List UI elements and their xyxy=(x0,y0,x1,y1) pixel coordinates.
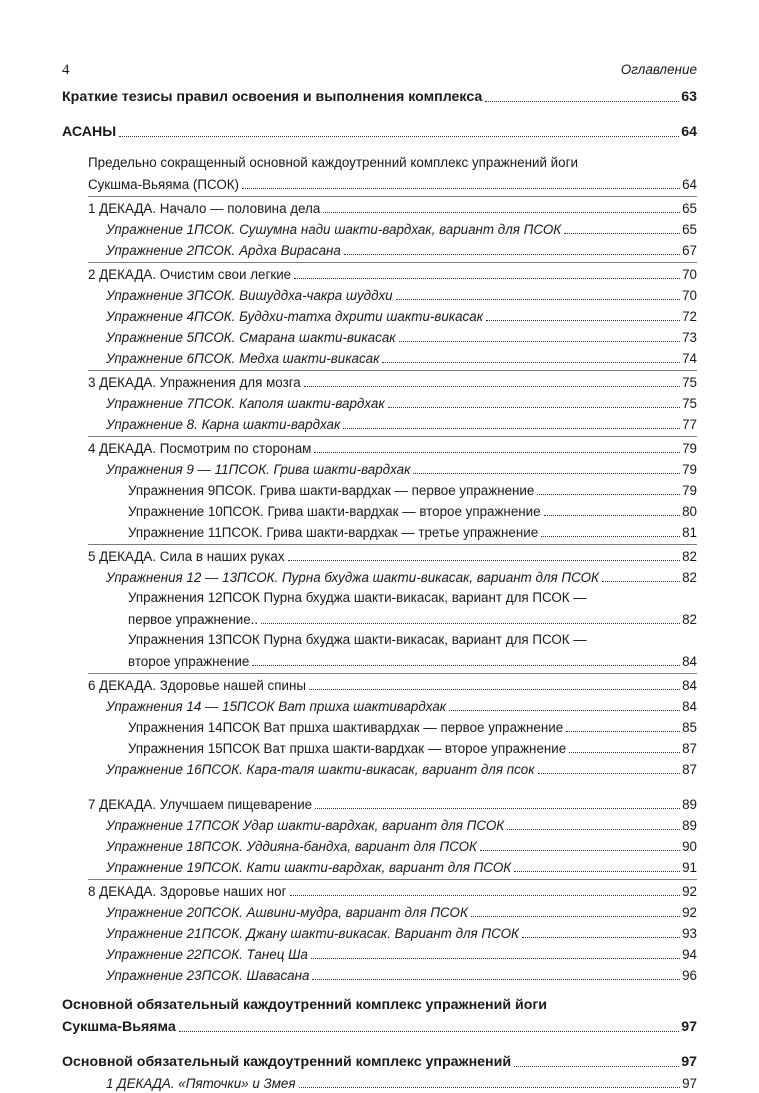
toc-entry[interactable]: Упражнение 7ПСОК. Каполя шакти-вардхак 75 xyxy=(106,396,697,411)
dot-leader xyxy=(514,871,680,872)
page-ref: 84 xyxy=(682,678,697,693)
page-ref: 75 xyxy=(682,375,697,390)
page-ref: 82 xyxy=(682,570,697,585)
dot-leader xyxy=(304,386,680,387)
page-ref: 89 xyxy=(682,818,697,833)
toc-entry[interactable]: 4 ДЕКАДА. Посмотрим по сторонам 79 xyxy=(88,441,697,456)
page-ref: 92 xyxy=(682,905,697,920)
toc-entry[interactable]: Упражнение 21ПСОК. Джану шакти-викасак. Вариант для ПСОК 93 xyxy=(106,926,697,941)
page-number: 4 xyxy=(62,62,70,78)
page-ref: 92 xyxy=(682,884,697,899)
toc-entry[interactable]: Упражнения 15ПСОК Ват пршха шакти-вардхак — второе упражнение 87 xyxy=(128,741,697,756)
dot-leader xyxy=(314,452,680,453)
page-ref: 91 xyxy=(682,860,697,875)
page-ref: 72 xyxy=(682,309,697,324)
dot-leader xyxy=(312,979,680,980)
page-ref: 79 xyxy=(682,483,697,498)
page-ref: 82 xyxy=(682,549,697,564)
page-ref: 70 xyxy=(682,288,697,303)
dot-leader xyxy=(311,958,680,959)
page-ref: 84 xyxy=(682,699,697,714)
page-ref: 64 xyxy=(681,124,697,140)
dot-leader xyxy=(507,829,680,830)
page-ref: 89 xyxy=(682,797,697,812)
page-ref: 84 xyxy=(682,654,697,669)
page-ref: 63 xyxy=(681,89,697,105)
toc-entry[interactable]: 8 ДЕКАДА. Здоровье наших ног 92 xyxy=(88,884,697,899)
dot-leader xyxy=(288,560,681,561)
dot-leader xyxy=(388,407,680,408)
page-ref: 87 xyxy=(682,741,697,756)
toc-entry[interactable]: Упражнение 22ПСОК. Танец Ша 94 xyxy=(106,947,697,962)
page-ref: 85 xyxy=(682,720,697,735)
toc-entry[interactable]: Упражнение 11ПСОК. Грива шакти-вардхак — третье упражнение 81 xyxy=(128,525,697,540)
toc-entry[interactable]: Упражнение 6ПСОК. Медха шакти-викасак 74 xyxy=(106,351,697,366)
page-ref: 80 xyxy=(682,504,697,519)
toc-entry[interactable]: АСАНЫ 64 xyxy=(62,124,697,140)
dot-leader xyxy=(252,665,680,666)
toc-entry[interactable]: Упражнения 12 — 13ПСОК. Пурна бхуджа шакти-викасак, вариант для ПСОК 82 xyxy=(106,570,697,585)
dot-leader xyxy=(449,710,680,711)
page-header xyxy=(62,62,697,82)
page-ref: 97 xyxy=(681,1019,697,1035)
toc-entry[interactable]: Упражнение 5ПСОК. Смарана шакти-викасак 73 xyxy=(106,330,697,345)
toc-entry[interactable]: Упражнения 9 — 11ПСОК. Грива шакти-вардхак 79 xyxy=(106,462,697,477)
dot-leader xyxy=(242,188,680,189)
page-ref: 74 xyxy=(682,351,697,366)
dot-leader xyxy=(541,536,680,537)
page-ref: 79 xyxy=(682,441,697,456)
toc-entry[interactable]: 2 ДЕКАДА. Очистим свои легкие 70 xyxy=(88,267,697,282)
dot-leader xyxy=(413,473,680,474)
page-ref: 70 xyxy=(682,267,697,282)
toc-entry[interactable]: Упражнения 14ПСОК Ват пршха шактивардхак — первое упражнение 85 xyxy=(128,720,697,735)
page-ref: 73 xyxy=(682,330,697,345)
toc-entry[interactable]: 6 ДЕКАДА. Здоровье нашей спины 84 xyxy=(88,678,697,693)
dot-leader xyxy=(119,136,679,137)
toc-entry[interactable]: Упражнения 9ПСОК. Грива шакти-вардхак — первое упражнение 79 xyxy=(128,483,697,498)
page-ref: 82 xyxy=(682,612,697,627)
toc-entry[interactable]: Упражнение 8. Карна шакти-вардхак 77 xyxy=(106,417,697,432)
page-ref: 97 xyxy=(681,1054,697,1070)
dot-leader xyxy=(485,101,679,102)
page-ref: 96 xyxy=(682,968,697,983)
toc-entry[interactable]: Основной обязательный каждоутренний комплекс упражнений 97 xyxy=(62,1054,697,1070)
page-ref: 77 xyxy=(682,417,697,432)
page-ref: 90 xyxy=(682,839,697,854)
toc-entry[interactable]: Краткие тезисы правил освоения и выполнения комплекса 63 xyxy=(62,89,697,105)
toc-entry[interactable]: Предельно сокращенный основной каждоутренний комплекс упражнений йоги Сукшма-Вьяяма (ПСОК) 64 xyxy=(88,155,697,192)
toc-entry[interactable]: Упражнение 3ПСОК. Вишуддха-чакра шуддхи 70 xyxy=(106,288,697,303)
dot-leader xyxy=(399,341,680,342)
toc-entry[interactable]: 5 ДЕКАДА. Сила в наших руках 82 xyxy=(88,549,697,564)
toc-entry[interactable]: Упражнение 19ПСОК. Кати шакти-вардхак, вариант для ПСОК 91 xyxy=(106,860,697,875)
toc-entry[interactable]: 1 ДЕКАДА. «Пяточки» и Змея 97 xyxy=(106,1076,697,1091)
toc-entry[interactable]: Упражнение 2ПСОК. Ардха Вирасана 67 xyxy=(106,243,697,258)
toc-entry[interactable]: Упражнение 18ПСОК. Уддияна-бандха, вариант для ПСОК 90 xyxy=(106,839,697,854)
toc-entry[interactable]: Упражнение 4ПСОК. Буддхи-татха дхрити шакти-викасак 72 xyxy=(106,309,697,324)
page-ref: 93 xyxy=(682,926,697,941)
page-ref: 65 xyxy=(682,201,697,216)
page-ref: 75 xyxy=(682,396,697,411)
dot-leader xyxy=(343,428,680,429)
dot-leader xyxy=(179,1031,680,1032)
dot-leader xyxy=(344,254,680,255)
page-ref: 65 xyxy=(682,222,697,237)
dot-leader xyxy=(564,233,680,234)
toc-entry[interactable]: Упражнение 1ПСОК. Сушумна нади шакти-вардхак, вариант для ПСОК 65 xyxy=(106,222,697,237)
dot-leader xyxy=(569,752,680,753)
page-ref: 79 xyxy=(682,462,697,477)
dot-leader xyxy=(294,278,680,279)
page-ref: 87 xyxy=(682,762,697,777)
toc-entry[interactable]: Упражнения 13ПСОК Пурна бхуджа шакти-викасак, вариант для ПСОК — второе упражнение 84 xyxy=(128,632,697,669)
running-title: Оглавление xyxy=(620,62,697,77)
toc-entry[interactable]: 1 ДЕКАДА. Начало — половина дела 65 xyxy=(88,201,697,216)
page-ref: 81 xyxy=(682,525,697,540)
dot-leader xyxy=(522,937,680,938)
dot-leader xyxy=(538,773,681,774)
toc-entry[interactable]: 3 ДЕКАДА. Упражнения для мозга 75 xyxy=(88,375,697,390)
toc-entry[interactable]: 7 ДЕКАДА. Улучшаем пищеварение 89 xyxy=(88,797,697,812)
dot-leader xyxy=(382,362,680,363)
dot-leader xyxy=(566,731,680,732)
dot-leader xyxy=(537,494,680,495)
dot-leader xyxy=(315,808,680,809)
table-of-contents xyxy=(62,86,697,1093)
page-ref: 94 xyxy=(682,947,697,962)
dot-leader xyxy=(544,515,681,516)
dot-leader xyxy=(514,1066,679,1067)
toc-entry[interactable]: Упражнение 16ПСОК. Кара-таля шакти-викасак, вариант для псок 87 xyxy=(106,762,697,777)
toc-entry[interactable]: Основной обязательный каждоутренний комплекс упражнений йоги Сукшма-Вьяяма 97 xyxy=(62,997,697,1035)
dot-leader xyxy=(486,320,680,321)
toc-entry[interactable]: Упражнение 17ПСОК Удар шакти-вардхак, вариант для ПСОК 89 xyxy=(106,818,697,833)
toc-entry[interactable]: Упражнения 12ПСОК Пурна бхуджа шакти-викасак, вариант для ПСОК — первое упражнение.. 82 xyxy=(128,590,697,627)
toc-entry[interactable]: Упражнение 10ПСОК. Грива шакти-вардхак — второе упражнение 80 xyxy=(128,504,697,519)
dot-leader xyxy=(471,916,680,917)
page-ref: 67 xyxy=(682,243,697,258)
toc-entry[interactable]: Упражнение 23ПСОК. Шавасана 96 xyxy=(106,968,697,983)
dot-leader xyxy=(290,895,681,896)
dot-leader xyxy=(396,299,680,300)
dot-leader xyxy=(261,623,680,624)
toc-entry[interactable]: Упражнение 20ПСОК. Ашвини-мудра, вариант для ПСОК 92 xyxy=(106,905,697,920)
dot-leader xyxy=(480,850,680,851)
page-ref: 64 xyxy=(682,177,697,192)
dot-leader xyxy=(299,1087,681,1088)
dot-leader xyxy=(602,581,680,582)
page-ref: 97 xyxy=(682,1076,697,1091)
toc-entry[interactable]: Упражнения 14 — 15ПСОК Ват пршха шактивардхак 84 xyxy=(106,699,697,714)
dot-leader xyxy=(309,689,680,690)
dot-leader xyxy=(323,212,680,213)
